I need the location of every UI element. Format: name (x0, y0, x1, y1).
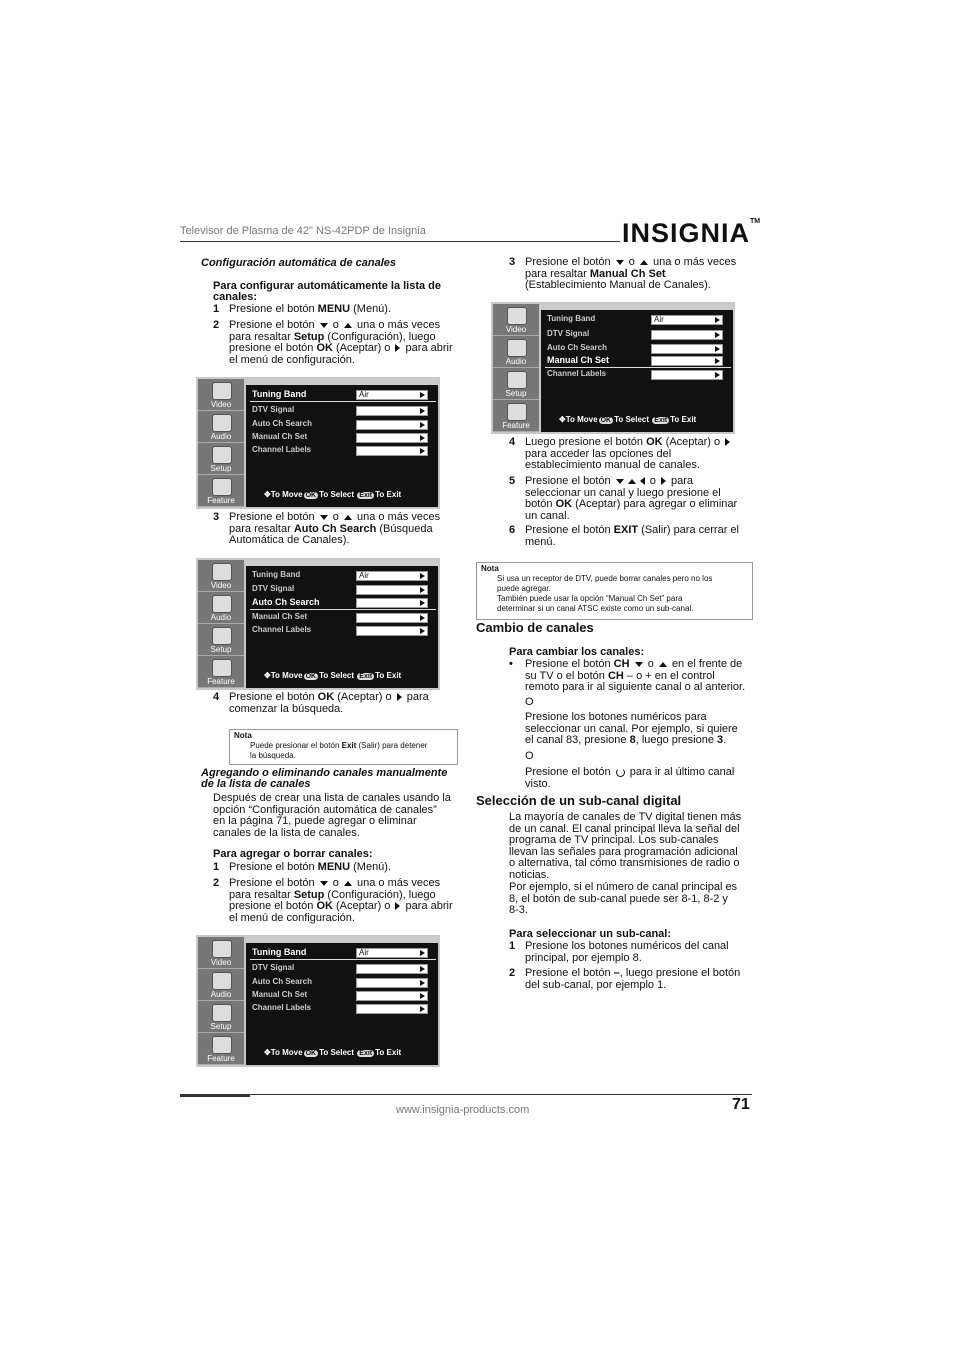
right-arrow-icon (420, 435, 425, 441)
osd-tab-setup: Setup (198, 624, 244, 656)
up-arrow-icon (344, 323, 352, 328)
section-heading-change-channels: Cambio de canales (476, 620, 594, 635)
up-arrow-icon (344, 515, 352, 520)
osd-tab-feature: Feature (198, 1033, 244, 1065)
subchannel-paragraph-1: La mayoría de canales de TV digital tienen más de un canal. El canal principal lleva la señal del programa de TV principal. Los sub-canales llevan las señales para programación adicional o alternativa, tal cómo transmisiones de radio o noticias. (509, 811, 742, 881)
osd-nav-hint: ✥To Move OK To Select Exit To Exit (264, 490, 402, 499)
osd-tab-feature: Feature (198, 475, 244, 507)
subheading-auto-setup: Para configurar automáticamente la lista de canales: (213, 280, 442, 303)
osd-row-auto-ch-search: Auto Ch Search (252, 419, 313, 428)
note-box-dtv: Nota Si usa un receptor de DTV, puede borrar canales pero no los puede agregar. También puede usar la opción “Manual Ch Set” para determinar si un canal ATSC existe como un sub-canal. (476, 562, 753, 620)
osd-menu-auto-ch-search (196, 558, 440, 690)
osd-tab-video: Video (198, 379, 244, 411)
video-icon (507, 307, 527, 325)
right-arrow-icon (420, 392, 425, 398)
recall-paragraph: Presione el botón para ir al último canal visto. (525, 766, 735, 790)
right-arrow-icon (420, 980, 425, 986)
osd-tab-audio: Audio (198, 592, 244, 624)
osd-nav-hint: ✥To Move OK To Select Exit To Exit (264, 671, 402, 680)
down-arrow-icon (320, 323, 328, 328)
right-arrow-icon (715, 317, 720, 323)
osd-sidebar (198, 379, 244, 507)
manual-intro-paragraph: Después de crear una lista de canales usando la opción “Configuración automática de canales” en la página 71, puede agregar o eliminar canales de la lista de canales. (213, 792, 451, 839)
step-3-auto: 3 Presione el botón o una o más veces para resaltar Auto Ch Search (Búsqueda Automática de Canales). (213, 511, 441, 546)
osd-menu-manual-ch-set (491, 302, 735, 434)
osd-value-box: Air (651, 315, 723, 325)
osd-tab-feature: Feature (198, 656, 244, 688)
audio-icon (212, 972, 232, 990)
osd-value-box (356, 585, 428, 595)
osd-value-box (356, 626, 428, 636)
osd-nav-hint: ✥To Move OK To Select Exit To Exit (264, 1048, 402, 1057)
right-arrow-icon (715, 346, 720, 352)
step-5-manual: 5 Presione el botón o para seleccionar un canal y luego presione el botón OK (Aceptar) para agregar o eliminar un canal. (509, 475, 738, 522)
osd-row-auto-ch-search: Auto Ch Search (252, 597, 320, 607)
osd-menu-setup-2 (196, 935, 440, 1067)
osd-value-box (356, 433, 428, 443)
footer-url: www.insignia-products.com (396, 1104, 530, 1116)
right-arrow-icon (395, 902, 400, 910)
right-arrow-icon (420, 950, 425, 956)
or-separator: O (525, 750, 534, 762)
osd-value-box (356, 420, 428, 430)
insignia-logo: INSIGNIA™ (622, 218, 761, 248)
osd-value-box (356, 613, 428, 623)
feature-icon (507, 403, 527, 421)
step-1-auto: 1 Presione el botón MENU (Menú). (213, 303, 392, 315)
section-heading-auto-setup: Configuración automática de canales (201, 257, 396, 269)
right-arrow-icon (420, 600, 425, 606)
right-arrow-icon (420, 615, 425, 621)
down-arrow-icon (320, 881, 328, 886)
running-header: Televisor de Plasma de 42" NS-42PDP de Insignia (180, 225, 426, 237)
down-arrow-icon (616, 260, 624, 265)
osd-row-dtv-signal: DTV Signal (252, 405, 295, 414)
osd-row-auto-ch-search: Auto Ch Search (547, 343, 608, 352)
video-icon (212, 382, 232, 400)
setup-icon (212, 446, 232, 464)
up-arrow-icon (628, 479, 636, 484)
osd-tab-setup: Setup (198, 1001, 244, 1033)
osd-row-tuning-band: Tuning Band (252, 947, 307, 957)
step-4-auto: 4 Presione el botón OK (Aceptar) o para comenzar la búsqueda. (213, 691, 429, 715)
down-arrow-icon (320, 515, 328, 520)
osd-tab-setup: Setup (493, 368, 539, 400)
video-icon (212, 940, 232, 958)
osd-row-manual-ch-set: Manual Ch Set (547, 355, 610, 365)
page-number: 71 (732, 1096, 750, 1113)
up-arrow-icon (640, 260, 648, 265)
osd-tab-video: Video (198, 937, 244, 969)
subheading-add-delete: Para agregar o borrar canales: (213, 848, 373, 860)
osd-value-box (356, 991, 428, 1001)
osd-menu-setup (196, 377, 440, 509)
osd-row-tuning-band: Tuning Band (252, 570, 301, 579)
osd-tab-audio: Audio (198, 411, 244, 443)
osd-panel (246, 379, 438, 507)
right-arrow-icon (420, 448, 425, 454)
osd-value-box (356, 446, 428, 456)
feature-icon (212, 478, 232, 496)
right-arrow-icon (420, 966, 425, 972)
osd-value-box (651, 330, 723, 340)
or-separator: O (525, 696, 534, 708)
osd-value-box (651, 370, 723, 380)
step-1-subchannel: 1 Presione los botones numéricos del canal principal, por ejemplo 8. (509, 940, 729, 964)
osd-tab-setup: Setup (198, 443, 244, 475)
osd-row-dtv-signal: DTV Signal (252, 963, 295, 972)
step-2-auto: 2 Presione el botón o una o más veces para resaltar Setup (Configuración), luego presione el botón OK (Aceptar) o para abrir el menú de configuración. (213, 319, 453, 366)
right-arrow-icon (420, 1006, 425, 1012)
osd-row-manual-ch-set: Manual Ch Set (252, 990, 308, 999)
osd-row-tuning-band: Tuning Band (252, 389, 307, 399)
step-6-manual: 6 Presione el botón EXIT (Salir) para cerrar el menú. (509, 524, 739, 548)
osd-value-box (356, 598, 428, 608)
step-3-manual: 3 Presione el botón o una o más veces para resaltar Manual Ch Set (Establecimiento Manual de Canales). (509, 256, 737, 291)
osd-row-auto-ch-search: Auto Ch Search (252, 977, 313, 986)
osd-row-dtv-signal: DTV Signal (547, 329, 590, 338)
osd-row-channel-labels: Channel Labels (252, 625, 312, 634)
header-rule (180, 241, 620, 242)
right-arrow-icon (715, 358, 720, 364)
bullet-change-channel: • Presione el botón CH o en el frente de su TV o el botón CH – o + en el control remoto para ir al siguiente canal o al anterior. (509, 658, 746, 693)
audio-icon (212, 414, 232, 432)
osd-row-tuning-band: Tuning Band (547, 314, 596, 323)
up-arrow-icon (344, 881, 352, 886)
right-arrow-icon (397, 693, 402, 701)
osd-tab-audio: Audio (493, 336, 539, 368)
right-arrow-icon (715, 332, 720, 338)
feature-icon (212, 659, 232, 677)
osd-row-manual-ch-set: Manual Ch Set (252, 432, 308, 441)
setup-icon (212, 627, 232, 645)
osd-row-channel-labels: Channel Labels (547, 369, 607, 378)
left-arrow-icon (640, 477, 645, 485)
step-1-manual: 1 Presione el botón MENU (Menú). (213, 861, 392, 873)
subheading-select-subchannel: Para seleccionar un sub-canal: (509, 928, 672, 940)
osd-tab-video: Video (198, 560, 244, 592)
down-arrow-icon (616, 479, 624, 484)
osd-row-manual-ch-set: Manual Ch Set (252, 612, 308, 621)
subchannel-paragraph-2: Por ejemplo, si el número de canal principal es 8, el botón de sub-canal puede ser 8-1, 8-2 y 8-3. (509, 881, 738, 916)
subheading-change-channels: Para cambiar los canales: (509, 646, 645, 658)
osd-row-dtv-signal: DTV Signal (252, 584, 295, 593)
up-arrow-icon (659, 662, 667, 667)
right-arrow-icon (420, 573, 425, 579)
osd-value-box (356, 1004, 428, 1014)
osd-tab-audio: Audio (198, 969, 244, 1001)
recall-icon (616, 768, 625, 777)
down-arrow-icon (635, 662, 643, 667)
right-arrow-icon (420, 422, 425, 428)
step-2-subchannel: 2 Presione el botón –, luego presione el botón del sub-canal, por ejemplo 1. (509, 967, 741, 991)
feature-icon (212, 1036, 232, 1054)
osd-value-box (356, 406, 428, 416)
osd-tab-video: Video (493, 304, 539, 336)
step-2-manual: 2 Presione el botón o una o más veces para resaltar Setup (Configuración), luego presione el botón OK (Aceptar) o para abrir el menú de configuración. (213, 877, 453, 924)
audio-icon (212, 595, 232, 613)
note-box-exit: Nota Puede presionar el botón Exit (Salir) para detener la búsqueda. (229, 729, 458, 765)
osd-nav-hint: ✥To Move OK To Select Exit To Exit (559, 415, 697, 424)
osd-value-box: Air (356, 571, 428, 581)
section-heading-subchannel: Selección de un sub-canal digital (476, 793, 682, 808)
footer-rule (180, 1094, 752, 1095)
osd-value-box (356, 978, 428, 988)
step-4-manual: 4 Luego presione el botón OK (Aceptar) o para acceder las opciones del establecimiento manual de canales. (509, 437, 759, 473)
osd-tab-feature: Feature (493, 400, 539, 432)
right-arrow-icon (715, 372, 720, 378)
osd-value-box (356, 964, 428, 974)
osd-value-box: Air (356, 390, 428, 400)
osd-value-box (651, 344, 723, 354)
audio-icon (507, 339, 527, 357)
osd-row-channel-labels: Channel Labels (252, 445, 312, 454)
right-arrow-icon (420, 628, 425, 634)
right-arrow-icon (661, 477, 666, 485)
osd-value-box: Air (356, 948, 428, 958)
right-arrow-icon (725, 438, 730, 446)
numeric-buttons-paragraph: Presione los botones numéricos para seleccionar un canal. Por ejemplo, si quiere el canal 83, presione 8, luego presione 3. (525, 711, 738, 746)
video-icon (212, 563, 232, 581)
osd-row-channel-labels: Channel Labels (252, 1003, 312, 1012)
setup-icon (507, 371, 527, 389)
right-arrow-icon (420, 587, 425, 593)
section-heading-manual: Agregando o eliminando canales manualmente de la lista de canales (201, 767, 448, 790)
osd-value-box (651, 356, 723, 366)
setup-icon (212, 1004, 232, 1022)
footer-rule-accent (180, 1095, 250, 1097)
right-arrow-icon (420, 993, 425, 999)
right-arrow-icon (395, 344, 400, 352)
right-arrow-icon (420, 408, 425, 414)
